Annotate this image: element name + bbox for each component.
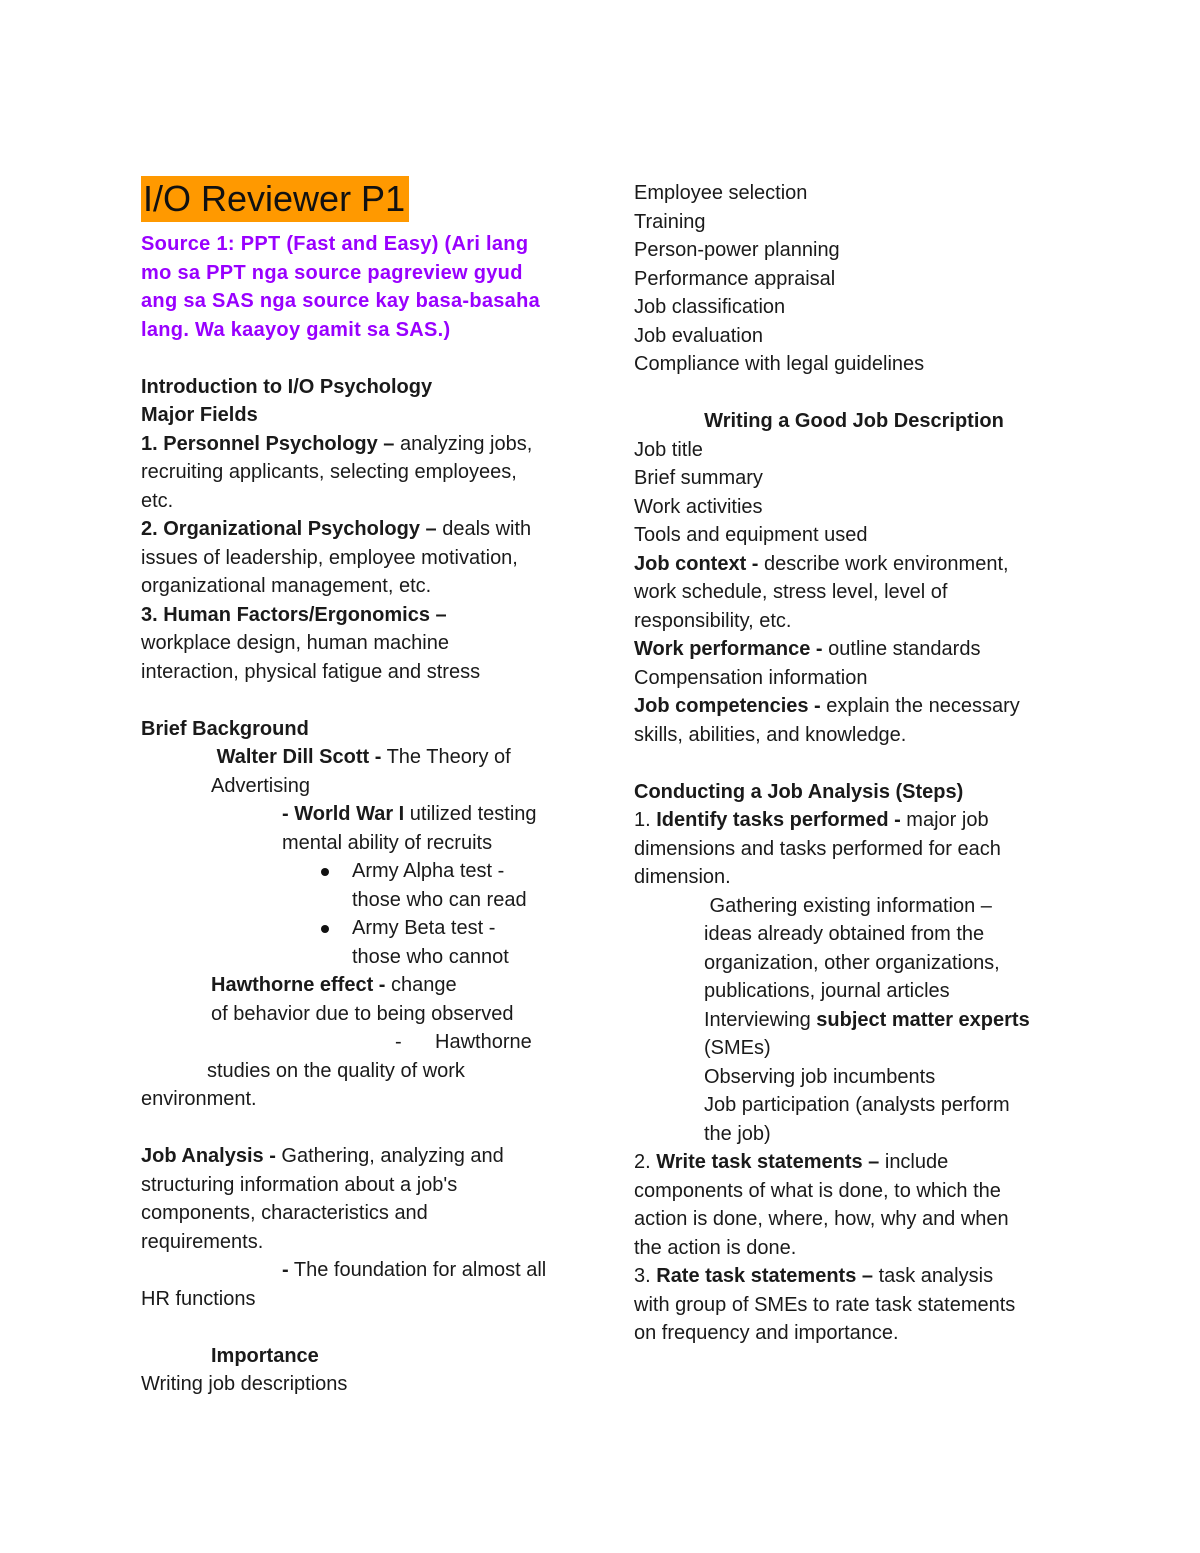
hawthorne-effect-desc: of behavior due to being observed: [211, 1002, 514, 1025]
importance-item: Training: [634, 210, 706, 233]
step-2-desc: action is done, where, how, why and when: [634, 1208, 1009, 1230]
job-analysis-entry: Job Analysis - Gathering, analyzing and: [141, 1145, 504, 1167]
job-analysis-desc: structuring information about a job's: [141, 1173, 458, 1196]
step-1-desc: dimension.: [634, 866, 731, 888]
hawthorne-studies-desc: environment.: [141, 1088, 257, 1110]
substep-participation: Job participation (analysts perform: [704, 1094, 1010, 1116]
jd-context-desc: responsibility, etc.: [634, 609, 792, 632]
spacer: [634, 749, 1074, 778]
page-title-wrap: [141, 176, 586, 230]
jd-competencies: Job competencies - explain the necessary: [634, 695, 1020, 717]
importance-item: Employee selection: [634, 182, 808, 204]
step-3: 3. Rate task statements – task analysis: [634, 1265, 994, 1287]
spacer: [141, 686, 586, 715]
job-analysis-desc: components, characteristics and: [141, 1202, 428, 1224]
step-2: 2. Write task statements – include: [634, 1151, 949, 1173]
substep-interviewing-desc: (SMEs): [704, 1037, 771, 1059]
hawthorne-studies: - Hawthorne: [395, 1031, 532, 1053]
source-note-line: Source 1: PPT (Fast and Easy) (Ari lang: [141, 233, 529, 255]
bullet-icon: [321, 925, 329, 933]
step-1: 1. Identify tasks performed - major job: [634, 809, 989, 831]
importance-item: Writing job descriptions: [141, 1373, 348, 1395]
army-beta-desc: those who cannot: [352, 945, 509, 968]
jd-item: Compensation information: [634, 666, 868, 689]
importance-item: Compliance with legal guidelines: [634, 353, 925, 375]
importance-item: Job classification: [634, 296, 786, 318]
army-alpha-item: Army Alpha test -: [141, 857, 586, 886]
field-human-factors-desc: workplace design, human machine: [141, 632, 449, 654]
importance-item: Person-power planning: [634, 239, 840, 261]
substep-interviewing: Interviewing subject matter experts: [704, 1008, 1030, 1031]
jd-item: Tools and equipment used: [634, 524, 868, 546]
job-analysis-desc: requirements.: [141, 1230, 264, 1253]
major-fields-heading: Major Fields: [141, 404, 258, 426]
field-human-factors: 3. Human Factors/Ergonomics –: [141, 603, 447, 626]
step-2-desc: the action is done.: [634, 1236, 797, 1259]
left-column: [141, 176, 586, 1399]
field-organizational-desc: organizational management, etc.: [141, 575, 432, 597]
jd-item: Work activities: [634, 495, 763, 518]
importance-item: Performance appraisal: [634, 267, 836, 290]
step-1-desc: dimensions and tasks performed for each: [634, 837, 1001, 860]
jd-item: Brief summary: [634, 467, 763, 489]
background-heading: Brief Background: [141, 717, 309, 740]
source-note-line: lang. Wa kaayoy gamit sa SAS.): [141, 318, 451, 341]
step-3-desc: on frequency and importance.: [634, 1322, 899, 1344]
intro-heading: Introduction to I/O Psychology: [141, 375, 433, 398]
hawthorne-studies-desc: studies on the quality of work: [207, 1059, 465, 1082]
scott-entry: Walter Dill Scott - The Theory of: [216, 746, 511, 768]
jd-performance: Work performance - outline standards: [634, 638, 981, 660]
substep-observing: Observing job incumbents: [704, 1065, 936, 1088]
substep-gathering-desc: ideas already obtained from the: [704, 923, 985, 945]
source-note-line: ang sa SAS nga source kay basa-basaha: [141, 290, 541, 312]
jd-context-desc: work schedule, stress level, level of: [634, 581, 948, 603]
foundation-entry: - The foundation for almost all: [282, 1259, 547, 1281]
source-note-line: mo sa PPT nga source pagreview gyud: [141, 261, 523, 284]
steps-heading: Conducting a Job Analysis (Steps): [634, 780, 964, 803]
army-alpha-desc: those who can read: [352, 888, 527, 911]
field-human-factors-desc: interaction, physical fatigue and stress: [141, 660, 481, 683]
source-note: [141, 230, 586, 344]
right-column: [634, 179, 1074, 1348]
substep-gathering-desc: publications, journal articles: [704, 980, 950, 1002]
step-3-desc: with group of SMEs to rate task statements: [634, 1293, 1016, 1316]
field-organizational: 2. Organizational Psychology – deals with: [141, 518, 532, 540]
jd-item: Job title: [634, 438, 703, 461]
ww1-entry-desc: mental ability of recruits: [282, 831, 493, 854]
field-personnel-desc: recruiting applicants, selecting employees,: [141, 461, 517, 483]
hawthorne-effect: Hawthorne effect - change: [211, 974, 457, 996]
spacer: [141, 1114, 586, 1143]
field-personnel: 1. Personnel Psychology – analyzing jobs,: [141, 432, 533, 455]
spacer: [141, 344, 586, 373]
ww1-entry: - World War I utilized testing: [282, 803, 537, 825]
importance-item: Job evaluation: [634, 324, 763, 347]
step-2-desc: components of what is done, to which the: [634, 1179, 1001, 1202]
jd-competencies-desc: skills, abilities, and knowledge.: [634, 723, 907, 746]
substep-participation-desc: the job): [704, 1122, 771, 1145]
field-personnel-desc: etc.: [141, 489, 174, 512]
spacer: [634, 379, 1074, 408]
job-description-heading: Writing a Good Job Description: [704, 410, 1004, 432]
substep-gathering: Gathering existing information –: [704, 894, 992, 917]
army-beta-item: Army Beta test -: [141, 914, 586, 943]
importance-heading: Importance: [211, 1344, 319, 1367]
page-title: I/O Reviewer P1: [141, 176, 409, 222]
substep-gathering-desc: organization, other organizations,: [704, 951, 1000, 974]
foundation-desc: HR functions: [141, 1287, 256, 1310]
jd-context: Job context - describe work environment,: [634, 552, 1009, 575]
scott-entry-desc: Advertising: [211, 774, 310, 797]
field-organizational-desc: issues of leadership, employee motivation,: [141, 546, 518, 569]
spacer: [141, 1313, 586, 1342]
bullet-icon: [321, 868, 329, 876]
